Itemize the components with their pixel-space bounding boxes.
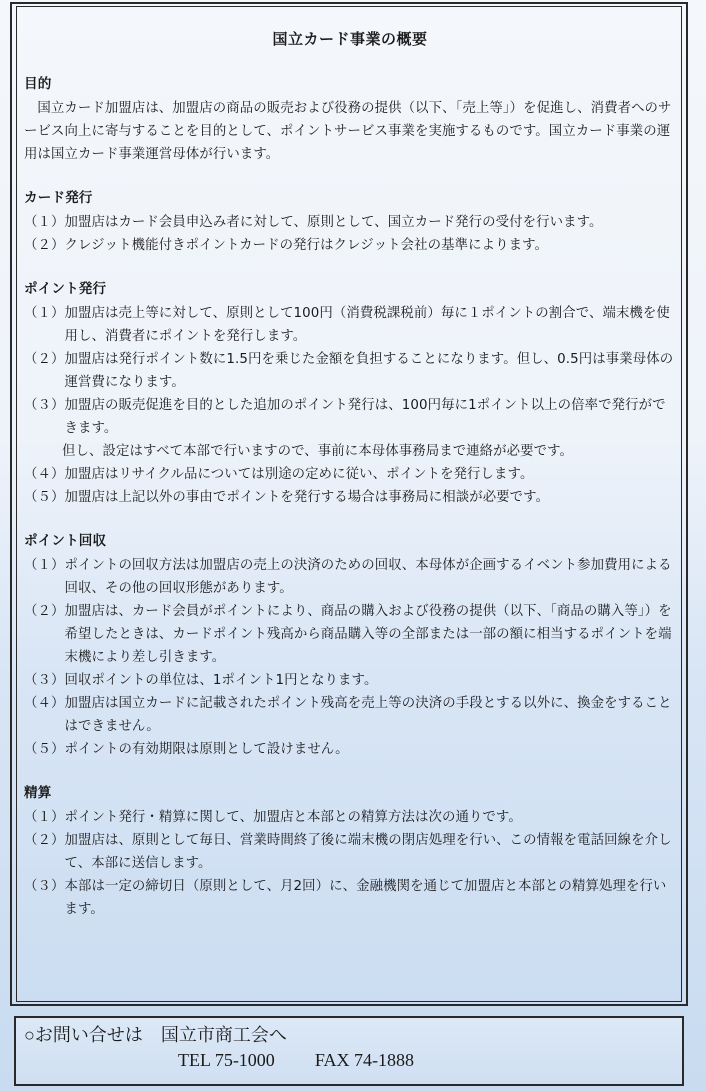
item-note: 但し、設定はすべて本部で行いますので、事前に本母体事務局まで連絡が必要です。 bbox=[62, 444, 574, 459]
item-text: 回収ポイントの単位は、1ポイント1円となります。 bbox=[64, 673, 378, 688]
document-body bbox=[24, 22, 676, 942]
contact-inquiry: ○お問い合せは 国立市商工会へ bbox=[24, 1025, 287, 1045]
item-number: （４） bbox=[24, 696, 65, 711]
item-text: 加盟店はカード会員申込み者に対して、原則として、国立カード発行の受付を行います。 bbox=[64, 215, 603, 230]
contact-box bbox=[14, 1016, 684, 1086]
section-card-issue bbox=[24, 187, 676, 257]
item-number: （２） bbox=[24, 238, 65, 253]
item-text: ポイント発行・精算に関して、加盟店と本部との精算方法は次の通りです。 bbox=[64, 810, 522, 825]
list-item bbox=[24, 302, 676, 348]
item-number: （５） bbox=[24, 742, 65, 757]
list-item bbox=[24, 234, 676, 257]
item-text: ポイントの回収方法は加盟店の売上の決済のための回収、本母体が企画するイベント参加費用による回収、その他の回収形態があります。 bbox=[64, 558, 672, 596]
item-number: （３） bbox=[24, 673, 65, 688]
contact-tel: TEL 75-1000 bbox=[178, 1050, 275, 1070]
item-text: 加盟店はリサイクル品については別途の定めに従い、ポイントを発行します。 bbox=[64, 467, 534, 482]
section-point-issue bbox=[24, 278, 676, 509]
contact-numbers bbox=[178, 1050, 414, 1071]
list-item bbox=[24, 692, 676, 738]
item-number: （３） bbox=[24, 879, 65, 894]
section-point-redemption bbox=[24, 530, 676, 761]
item-text: 加盟店は上記以外の事由でポイントを発行する場合は事務局に相談が必要です。 bbox=[64, 490, 550, 505]
item-text: 加盟店の販売促進を目的とした追加のポイント発行は、100円毎に1ポイント以上の倍率で発行ができます。 bbox=[64, 398, 666, 436]
item-text: 加盟店は発行ポイント数に1.5円を乗じた金額を負担することになります。但し、0.5円は事業母体の運営費になります。 bbox=[64, 352, 674, 390]
item-text: クレジット機能付きポイントカードの発行はクレジット会社の基準によります。 bbox=[64, 238, 548, 253]
list-item bbox=[24, 211, 676, 234]
item-text: 加盟店は売上等に対して、原則として100円（消費税課税前）毎に１ポイントの割合で、端末機を使用し、消費者にポイントを発行します。 bbox=[64, 306, 670, 344]
list-item bbox=[24, 394, 676, 440]
item-text: 本部は一定の締切日（原則として、月2回）に、金融機関を通じて加盟店と本部との精算処理を行います。 bbox=[64, 879, 667, 917]
item-number: （１） bbox=[24, 306, 65, 321]
section-heading: ポイント発行 bbox=[24, 281, 107, 297]
item-number: （１） bbox=[24, 558, 65, 573]
section-paragraph: 国立カード加盟店は、加盟店の商品の販売および役務の提供（以下、「売上等」）を促進し、消費者へのサービス向上に寄与することを目的として、ポイントサービス事業を実施するものです。国立カード事業の運用は国立カード事業運営母体が行います。 bbox=[24, 101, 672, 162]
list-item bbox=[24, 348, 676, 394]
list-item bbox=[24, 738, 676, 761]
item-number: （５） bbox=[24, 490, 65, 505]
item-number: （３） bbox=[24, 398, 65, 413]
item-number: （２） bbox=[24, 604, 65, 619]
item-number: （４） bbox=[24, 467, 65, 482]
section-heading: 精算 bbox=[24, 785, 52, 801]
list-item bbox=[24, 463, 676, 486]
list-item bbox=[24, 875, 676, 921]
list-item bbox=[24, 600, 676, 669]
section-heading: カード発行 bbox=[24, 190, 93, 206]
section-heading: 目的 bbox=[24, 76, 52, 92]
item-text: 加盟店は、カード会員がポイントにより、商品の購入および役務の提供（以下、「商品の購入等」）を希望したときは、カードポイント残高から商品購入等の全部または一部の額に相当するポイントを端末機により差し引きます。 bbox=[64, 604, 672, 665]
item-text: ポイントの有効期限は原則として設けません。 bbox=[64, 742, 349, 757]
item-text: 加盟店は国立カードに記載されたポイント残高を売上等の決済の手段とする以外に、換金をすることはできません。 bbox=[64, 696, 672, 734]
list-item bbox=[24, 806, 676, 829]
list-item bbox=[24, 486, 676, 509]
item-text: 加盟店は、原則として毎日、営業時間終了後に端末機の閉店処理を行い、この情報を電話回線を介して、本部に送信します。 bbox=[64, 833, 672, 871]
item-number: （２） bbox=[24, 352, 65, 367]
item-number: （２） bbox=[24, 833, 65, 848]
document-title: 国立カード事業の概要 bbox=[272, 30, 428, 48]
list-item bbox=[24, 669, 676, 692]
item-number: （１） bbox=[24, 810, 65, 825]
section-purpose bbox=[24, 73, 676, 166]
section-heading: ポイント回収 bbox=[24, 533, 107, 549]
list-item bbox=[24, 829, 676, 875]
item-number: （１） bbox=[24, 215, 65, 230]
contact-fax: FAX 74-1888 bbox=[314, 1050, 414, 1070]
section-settlement bbox=[24, 782, 676, 921]
list-item bbox=[24, 554, 676, 600]
